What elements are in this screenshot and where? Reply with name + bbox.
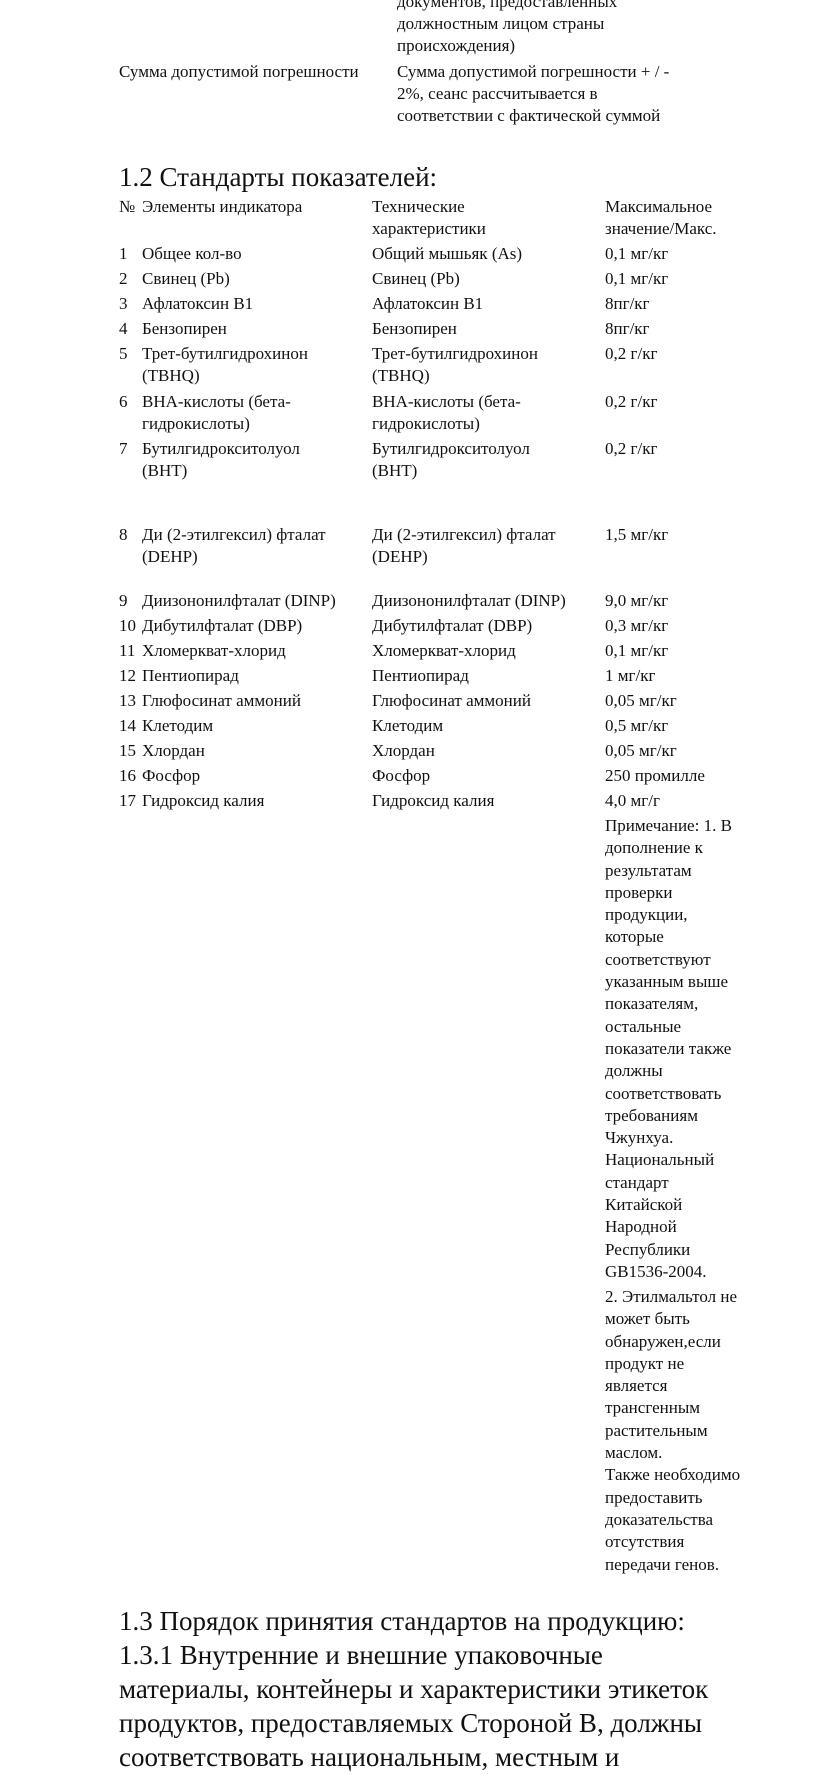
text-line: проверки xyxy=(605,882,673,902)
row-max: 0,3 мг/кг xyxy=(605,616,669,635)
row-indicator xyxy=(142,690,367,712)
row-tech xyxy=(372,740,597,762)
text-line: (TBHQ) xyxy=(372,366,430,385)
row-indicator xyxy=(142,391,367,435)
row-num: 13 xyxy=(119,691,136,710)
text-line: Гидроксид калия xyxy=(372,791,495,810)
row-tech xyxy=(372,268,597,290)
text-line: соответствии с фактической суммой xyxy=(397,106,661,125)
text-line: может быть xyxy=(605,1309,690,1329)
text-line: продуктов, предоставляемых Стороной B, должны xyxy=(119,1708,703,1738)
text-line: 2. Этилмальтол не xyxy=(605,1287,738,1306)
row-indicator xyxy=(142,243,367,265)
note-1 xyxy=(605,815,775,1283)
text-line: ВНА-кислоты (бета- xyxy=(372,392,521,411)
text-line: Свинец (Pb) xyxy=(372,269,460,288)
text-line: гидрокислоты) xyxy=(372,414,480,433)
row-max: 0,2 г/кг xyxy=(605,439,658,458)
text-line: Национальный xyxy=(605,1150,715,1170)
text-line: Пентиопирад xyxy=(142,666,239,685)
text-line: показатели также xyxy=(605,1038,732,1058)
text-line: Бензопирен xyxy=(142,319,227,338)
row-num: 9 xyxy=(119,591,128,610)
text-line: Хломеркват-хлорид xyxy=(372,641,516,660)
text-line: Хлордан xyxy=(372,741,435,760)
text-line: Чжунхуа. xyxy=(605,1128,674,1148)
text-line: Ди (2-этилгексил) фталат xyxy=(372,525,556,544)
row-max: 0,5 мг/кг xyxy=(605,716,669,735)
row-indicator xyxy=(142,524,367,568)
text-line: соответствовать xyxy=(605,1083,722,1103)
text-line: Республики xyxy=(605,1239,691,1259)
row-num: 10 xyxy=(119,616,136,635)
text-line: продукт не xyxy=(605,1353,685,1373)
text-line: Афлатоксин B1 xyxy=(142,294,254,313)
row-max: 1,5 мг/кг xyxy=(605,525,669,544)
row-tech xyxy=(372,293,597,315)
row-max: 9,0 мг/кг xyxy=(605,591,669,610)
text-line: документов, предоставленных xyxy=(397,0,618,11)
section-1-2-title: 1.2 Стандарты показателей: xyxy=(119,162,438,192)
header-indicator: Элементы индикатора xyxy=(142,197,303,216)
text-line: Фосфор xyxy=(372,766,431,785)
text-line: требованиям xyxy=(605,1105,698,1125)
text-line: остальные xyxy=(605,1016,682,1036)
row-num: 8 xyxy=(119,525,128,544)
text-line: обнаружен,если xyxy=(605,1331,721,1351)
text-line: Фосфор xyxy=(142,766,201,785)
text-line: Трет-бутилгидрохинон xyxy=(142,344,308,363)
row-max: 0,2 г/кг xyxy=(605,392,658,411)
row-num: 16 xyxy=(119,766,136,785)
row-max: 0,1 мг/кг xyxy=(605,269,669,288)
text-line: предоставить xyxy=(605,1487,703,1507)
text-line: Гидроксид калия xyxy=(142,791,265,810)
text-line: гидрокислоты) xyxy=(142,414,250,433)
text-line: Диизононилфталат (DINP) xyxy=(142,591,336,610)
text-line: (BHT) xyxy=(372,461,418,480)
row-tech xyxy=(372,615,597,637)
row-indicator xyxy=(142,640,367,662)
text-line: должностным лицом страны xyxy=(397,14,605,33)
text-line: Бутилгидрокситолуол xyxy=(142,439,300,458)
header-max xyxy=(605,196,775,240)
text-line: Также необходимо xyxy=(605,1465,741,1485)
text-line: растительным xyxy=(605,1420,708,1440)
text-line: Диизононилфталат (DINP) xyxy=(372,591,566,610)
tolerance-value xyxy=(397,61,817,127)
row-num: 7 xyxy=(119,439,128,458)
text-line: материалы, контейнеры и характеристики этикеток xyxy=(119,1674,709,1704)
row-num: 17 xyxy=(119,791,136,810)
row-max: 0,2 г/кг xyxy=(605,344,658,363)
text-line: Пентиопирад xyxy=(372,666,469,685)
row-num: 6 xyxy=(119,392,128,411)
text-line: Свинец (Pb) xyxy=(142,269,230,288)
row-max: 8пг/кг xyxy=(605,294,650,313)
row-indicator xyxy=(142,268,367,290)
row-tech xyxy=(372,715,597,737)
text-line: указанным выше xyxy=(605,972,729,992)
text-line: Сумма допустимой погрешности + / - xyxy=(397,62,670,81)
text-line: значение/Макс. xyxy=(605,219,717,238)
row-num: 14 xyxy=(119,716,136,735)
text-line: передачи генов. xyxy=(605,1554,720,1574)
text-line: 2%, сеанс рассчитывается в xyxy=(397,84,598,103)
header-tech xyxy=(372,196,597,240)
row-num: 3 xyxy=(119,294,128,313)
row-num: 11 xyxy=(119,641,136,660)
text-line: соответствовать национальным, местным и xyxy=(119,1742,620,1772)
row-num: 1 xyxy=(119,244,128,263)
row-indicator xyxy=(142,590,367,612)
text-line: результатам xyxy=(605,860,692,880)
row-tech xyxy=(372,343,597,387)
row-num: 5 xyxy=(119,344,128,363)
note-2 xyxy=(605,1286,775,1576)
text-line: Общее кол-во xyxy=(142,244,242,263)
text-line: Трет-бутилгидрохинон xyxy=(372,344,538,363)
row-tech xyxy=(372,590,597,612)
row-tech xyxy=(372,765,597,787)
row-num: 2 xyxy=(119,269,128,288)
row-tech xyxy=(372,438,597,482)
text-line: Клетодим xyxy=(372,716,444,735)
text-line: Глюфосинат аммоний xyxy=(372,691,531,710)
text-line: продукции, xyxy=(605,905,688,925)
row-max: 250 промилле xyxy=(605,766,705,785)
text-line: ВНА-кислоты (бета- xyxy=(142,392,291,411)
text-line: Хлордан xyxy=(142,741,205,760)
text-line: Афлатоксин B1 xyxy=(372,294,484,313)
text-line: Примечание: 1. В xyxy=(605,816,732,835)
text-line: (TBHQ) xyxy=(142,366,200,385)
row-indicator xyxy=(142,318,367,340)
row-tech xyxy=(372,790,597,812)
section-1-3 xyxy=(119,1604,819,1774)
row-max: 0,1 мг/кг xyxy=(605,641,669,660)
text-line: 1.3.1 Внутренние и внешние упаковочные xyxy=(119,1640,603,1670)
section-1-3-title: 1.3 Порядок принятия стандартов на продукцию: xyxy=(119,1606,685,1636)
text-line: происхождения) xyxy=(397,36,516,55)
top-right-cell xyxy=(397,0,817,57)
text-line: Максимальное xyxy=(605,197,713,216)
text-line: трансгенным xyxy=(605,1398,700,1418)
row-tech xyxy=(372,524,597,568)
row-max: 0,05 мг/кг xyxy=(605,691,677,710)
text-line: (DEHP) xyxy=(372,547,428,566)
text-line: (DEHP) xyxy=(142,547,198,566)
text-line: Народной xyxy=(605,1217,677,1237)
row-indicator xyxy=(142,740,367,762)
row-max: 8пг/кг xyxy=(605,319,650,338)
row-max: 1 мг/кг xyxy=(605,666,656,685)
row-indicator xyxy=(142,343,367,387)
row-indicator xyxy=(142,765,367,787)
text-line: отсутствия xyxy=(605,1532,685,1552)
text-line: Дибутилфталат (DBP) xyxy=(142,616,303,635)
text-line: стандарт xyxy=(605,1172,669,1192)
text-line: Общий мышьяк (As) xyxy=(372,244,523,263)
row-indicator xyxy=(142,293,367,315)
row-tech xyxy=(372,318,597,340)
text-line: Бензопирен xyxy=(372,319,457,338)
row-tech xyxy=(372,391,597,435)
text-line: (BHT) xyxy=(142,461,188,480)
row-indicator xyxy=(142,615,367,637)
tolerance-label: Сумма допустимой погрешности xyxy=(119,62,359,81)
text-line: которые xyxy=(605,927,664,947)
header-num: № xyxy=(119,197,136,216)
text-line: характеристики xyxy=(372,219,486,238)
row-num: 4 xyxy=(119,319,128,338)
row-indicator xyxy=(142,665,367,687)
row-indicator xyxy=(142,438,367,482)
text-line: является xyxy=(605,1376,668,1396)
row-indicator xyxy=(142,790,367,812)
row-max: 0,05 мг/кг xyxy=(605,741,677,760)
row-num: 12 xyxy=(119,666,136,685)
text-line: Китайской xyxy=(605,1195,683,1215)
text-line: Технические xyxy=(372,197,465,216)
text-line: маслом. xyxy=(605,1443,663,1463)
row-tech xyxy=(372,665,597,687)
row-max: 0,1 мг/кг xyxy=(605,244,669,263)
text-line: Клетодим xyxy=(142,716,214,735)
text-line: должны xyxy=(605,1061,663,1081)
row-tech xyxy=(372,640,597,662)
row-indicator xyxy=(142,715,367,737)
text-line: Глюфосинат аммоний xyxy=(142,691,301,710)
row-tech xyxy=(372,243,597,265)
text-line: Хломеркват-хлорид xyxy=(142,641,286,660)
row-num: 15 xyxy=(119,741,136,760)
row-max: 4,0 мг/г xyxy=(605,791,660,810)
text-line: Дибутилфталат (DBP) xyxy=(372,616,533,635)
text-line: показателям, xyxy=(605,994,699,1014)
row-tech xyxy=(372,690,597,712)
text-line: Ди (2-этилгексил) фталат xyxy=(142,525,326,544)
text-line: доказательства xyxy=(605,1509,714,1529)
text-line: соответствуют xyxy=(605,949,711,969)
text-line: Бутилгидрокситолуол xyxy=(372,439,530,458)
text-line: GB1536-2004. xyxy=(605,1261,707,1281)
text-line: дополнение к xyxy=(605,838,703,858)
